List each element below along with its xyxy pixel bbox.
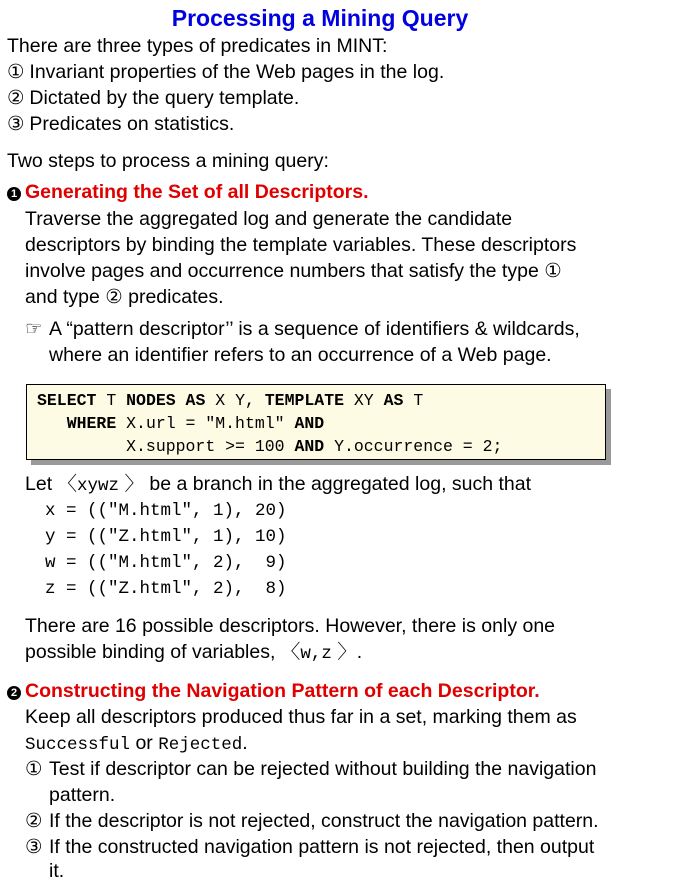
intro-item-text: Predicates on statistics.: [29, 113, 235, 135]
step1-para-line: descriptors by binding the template variables. These descriptors: [25, 234, 577, 256]
note-line: where an identifier refers to an occurrence of a Web page.: [49, 344, 552, 366]
sql-keyword: WHERE: [66, 414, 117, 433]
step2-para-line: [25, 730, 248, 758]
step1-para-line: and type ② predicates.: [25, 286, 224, 308]
sql-text: X.support >= 100: [126, 437, 295, 456]
circled-one-marker: ①: [25, 758, 43, 780]
step2-heading-row: [7, 678, 540, 704]
page-title: Processing a Mining Query: [171, 5, 469, 31]
sql-keyword: SELECT: [37, 391, 97, 410]
step1-para-line: involve pages and occurrence numbers that satisfy the type ①: [25, 260, 562, 282]
pointing-hand-icon: ☞: [25, 318, 43, 340]
circled-two-marker: ②: [25, 810, 43, 832]
intro-item: [7, 111, 234, 137]
sql-text: T: [403, 391, 424, 410]
sql-line: [37, 389, 423, 412]
sql-text: X.url = "M.html": [116, 414, 295, 433]
intro-item-text: Dictated by the query template.: [29, 87, 300, 109]
note-line: A “pattern descriptor’’ is a sequence of identifiers & wildcards,: [49, 318, 580, 340]
step2-item-line: If the constructed navigation pattern is not rejected, then output: [49, 836, 595, 858]
binding-line: y = (("Z.html", 1), 10): [45, 527, 287, 547]
step1-para-line: Traverse the aggregated log and generate the candidate: [25, 208, 513, 230]
sql-text: XY: [344, 391, 384, 410]
step1-heading: Generating the Set of all Descriptors.: [25, 181, 369, 203]
sql-keyword: AND: [294, 437, 325, 456]
step2-item-line: Test if descriptor can be rejected without building the navigation: [49, 758, 597, 780]
sql-text: X Y,: [205, 391, 265, 410]
circled-three-marker: ③: [7, 113, 25, 135]
branch-code: xywz: [77, 476, 120, 496]
intro-item: [7, 59, 444, 85]
sql-keyword: TEMPLATE: [264, 391, 344, 410]
intro-item: [7, 85, 299, 111]
step2-item: [25, 756, 596, 782]
binding-line: z = (("Z.html", 2), 8): [45, 579, 287, 599]
sql-keyword: AS: [383, 391, 404, 410]
binding-line: w = (("M.html", 2), 9): [45, 553, 287, 573]
step2-item-line: pattern.: [49, 784, 116, 806]
circled-one-marker: ①: [7, 61, 25, 83]
circled-two-marker: ②: [7, 87, 25, 109]
binding-line: x = (("M.html", 1), 20): [45, 501, 287, 521]
steps-lead: Two steps to process a mining query:: [7, 150, 329, 172]
sql-line: [37, 412, 324, 435]
or-text: or: [130, 732, 159, 754]
sql-line: [37, 435, 502, 458]
angle-close: 〉: [124, 473, 144, 495]
step2-item-line: If the descriptor is not rejected, construct the navigation pattern.: [49, 810, 599, 832]
period-text: .: [242, 732, 248, 754]
step1-heading-row: [7, 179, 369, 205]
branch-line: [25, 471, 531, 499]
summary-line: There are 16 possible descriptors. However, there is only one: [25, 615, 556, 637]
intro-item-text: Invariant properties of the Web pages in the log.: [29, 61, 445, 83]
step2-para-line: Keep all descriptors produced thus far in a set, marking them as: [25, 706, 577, 728]
sql-indent: [37, 414, 67, 433]
summary-line: [25, 639, 362, 667]
summary-period: .: [356, 641, 363, 663]
sql-query-box: [26, 384, 606, 460]
successful-code: Successful: [25, 735, 131, 755]
intro-lead: There are three types of predicates in MINT:: [7, 35, 388, 57]
sql-text: Y.occurrence = 2;: [324, 437, 503, 456]
circled-three-marker: ③: [25, 836, 43, 858]
sql-indent: [37, 437, 126, 456]
sql-keyword: NODES AS: [126, 391, 206, 410]
angle-close: 〉: [337, 641, 357, 663]
angle-open: 〈: [57, 473, 78, 495]
rejected-code: Rejected: [158, 735, 243, 755]
step2-item-line: it.: [49, 860, 65, 882]
step2-item: [25, 808, 599, 834]
step-number-one-icon: 1: [7, 187, 21, 201]
branch-post: be a branch in the aggregated log, such that: [149, 473, 532, 495]
summary-code: w,z: [300, 644, 332, 664]
angle-open: 〈: [280, 641, 301, 663]
summary-text: possible binding of variables,: [25, 641, 276, 663]
step-number-two-icon: 2: [7, 686, 21, 700]
sql-keyword: AND: [294, 414, 325, 433]
step2-item: [25, 834, 594, 860]
sql-text: T: [96, 391, 127, 410]
step2-heading: Constructing the Navigation Pattern of each Descriptor.: [25, 680, 540, 702]
branch-pre: Let: [25, 473, 53, 495]
pattern-note: [25, 316, 580, 342]
